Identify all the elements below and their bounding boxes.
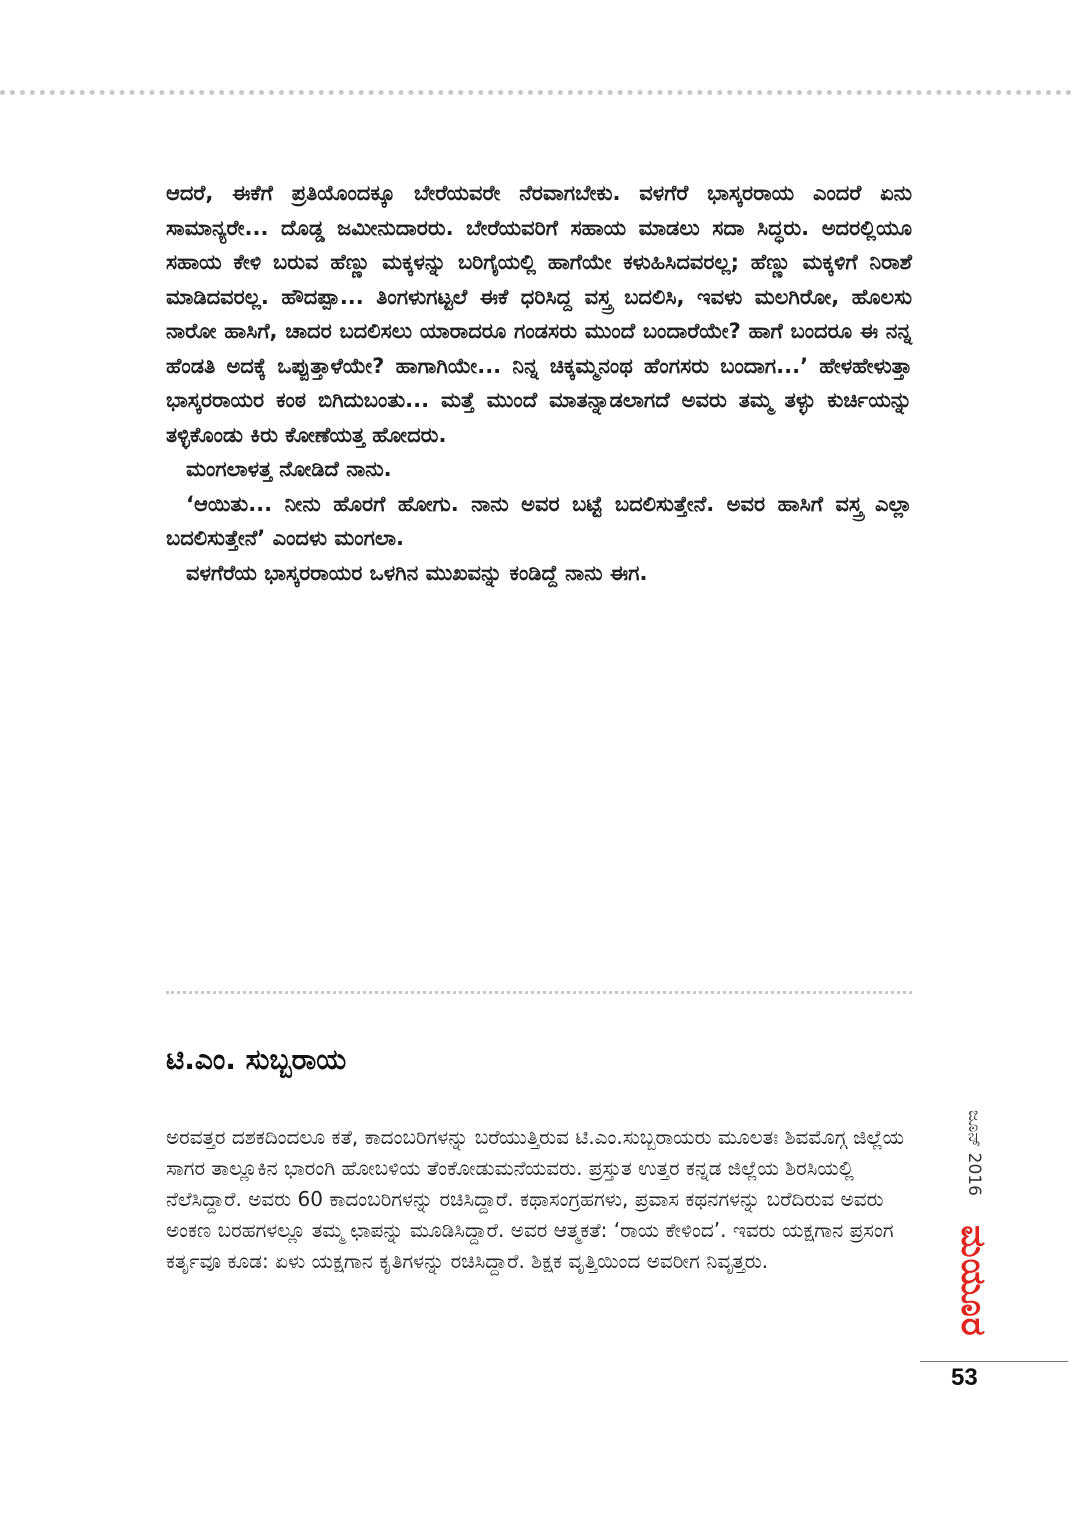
section-dotted-rule [166,991,912,994]
folio-rule [920,1361,1068,1362]
story-paragraph: ಆದರೆ, ಈಕೆಗೆ ಪ್ರತಿಯೊಂದಕ್ಕೂ ಬೇರೆಯವರೇ ನೆರವಾಗಬೇಕು. ವಳಗೆರೆ ಭಾಸ್ಕರರಾಯ ಎಂದರೆ ಏನು ಸಾಮಾನ್ಯರೇ... ದೊಡ್ಡ ಜಮೀನುದಾರರು. ಬೇರೆಯವರಿಗೆ ಸಹಾಯ ಮಾಡಲು ಸದಾ ಸಿದ್ಧರು. ಅದರಲ್ಲಿಯೂ ಸಹಾಯ ಕೇಳಿ ಬರುವ ಹೆಣ್ಣು ಮಕ್ಕಳನ್ನು ಬರಿಗೈಯಲ್ಲಿ ಹಾಗೆಯೇ ಕಳುಹಿಸಿದವರಲ್ಲ; ಹೆಣ್ಣು ಮಕ್ಕಳಿಗೆ ನಿರಾಶೆ ಮಾಡಿದವರಲ್ಲ. ಹೌದಪ್ಪಾ... ತಿಂಗಳುಗಟ್ಟಲೆ ಈಕೆ ಧರಿಸಿದ್ದ ವಸ್ತ್ರ ಬದಲಿಸಿ, ಇವಳು ಮಲಗಿರೋ, ಹೊಲಸು ನಾರೋ ಹಾಸಿಗೆ, ಚಾದರ ಬದಲಿಸಲು ಯಾರಾದರೂ ಗಂಡಸರು ಮುಂದೆ ಬಂದಾರೆಯೇ? ಹಾಗೆ ಬಂದರೂ ಈ ನನ್ನ ಹೆಂಡತಿ ಅದಕ್ಕೆ ಒಪ್ಪುತ್ತಾಳೆಯೇ? ಹಾಗಾಗಿಯೇ... ನಿನ್ನ ಚಿಕ್ಕಮ್ಮನಂಥ ಹೆಂಗಸರು ಬಂದಾಗ...’ ಹೇಳಹೇಳುತ್ತಾ ಭಾಸ್ಕರರಾಯರ ಕಂಠ ಬಿಗಿದುಬಂತು... ಮತ್ತೆ ಮುಂದೆ ಮಾತನ್ನಾಡಲಾಗದೆ ಅವರು ತಮ್ಮ ತಳ್ಳು ಕುರ್ಚಿಯನ್ನು ತಳ್ಳಿಕೊಂಡು ಕಿರು ಕೋಣೆಯತ್ತ ಹೋದರು. [166,181,912,447]
story-paragraph: ವಳಗೆರೆಯ ಭಾಸ್ಕರರಾಯರ ಒಳಗಿನ ಮುಖವನ್ನು ಕಂಡಿದ್ದೆ ನಾನು ಈಗ. [186,560,648,585]
author-bio: ಅರವತ್ತರ ದಶಕದಿಂದಲೂ ಕತೆ, ಕಾದಂಬರಿಗಳನ್ನು ಬರೆಯುತ್ತಿರುವ ಟಿ.ಎಂ.ಸುಬ್ಬರಾಯರು ಮೂಲತಃ ಶಿವಮೊಗ್ಗ ಜಿಲ್ಲೆಯ ಸಾಗರ ತಾಲ್ಲೂಕಿನ ಭಾರಂಗಿ ಹೋಬಳಿಯ ತೆಂಕೋಡುಮನೆಯವರು. ಪ್ರಸ್ತುತ ಉತ್ತರ ಕನ್ನಡ ಜಿಲ್ಲೆಯ ಶಿರಸಿಯಲ್ಲಿ ನೆಲೆಸಿದ್ದಾರೆ. ಅವರು 60 ಕಾದಂಬರಿಗಳನ್ನು ರಚಿಸಿದ್ದಾರೆ. ಕಥಾಸಂಗ್ರಹಗಳು, ಪ್ರವಾಸ ಕಥನಗಳನ್ನು ಬರೆದಿರುವ ಅವರು ಅಂಕಣ ಬರಹಗಳಲ್ಲೂ ತಮ್ಮ ಛಾಪನ್ನು ಮೂಡಿಸಿದ್ದಾರೆ. ಅವರ ಆತ್ಮಕತೆ: ‘ರಾಯ ಕೇಳಿಂದ’. ಇವರು ಯಕ್ಷಗಾನ ಪ್ರಸಂಗ ಕರ್ತೃವೂ ಕೂಡ: ಏಳು ಯಕ್ಷಗಾನ ಕೃತಿಗಳನ್ನು ರಚಿಸಿದ್ದಾರೆ. ಶಿಕ್ಷಕ ವೃತ್ತಿಯಿಂದ ಅವರೀಗ ನಿವೃತ್ತರು. [166,1125,905,1273]
magazine-logo-text: ಮಯೂರ [953,1225,993,1337]
page-number: 53 [951,1364,978,1391]
issue-date [960,1098,988,1208]
top-dotted-rule [0,90,1072,95]
magazine-logo [950,1222,996,1340]
author-name: ಟಿ.ಎಂ. ಸುಬ್ಬರಾಯ [166,1043,347,1076]
story-text [166,176,912,590]
story-paragraph: ಮಂಗಲಾಳತ್ತ ನೋಡಿದೆ ನಾನು. [186,457,392,481]
issue-date-text: ಜೂನ್ 2016 [964,1110,984,1196]
story-paragraph: ‘ಆಯಿತು... ನೀನು ಹೊರಗೆ ಹೋಗು. ನಾನು ಅವರ ಬಟ್ಟೆ ಬದಲಿಸುತ್ತೇನೆ. ಅವರ ಹಾಸಿಗೆ ವಸ್ತ್ರ ಎಲ್ಲಾ ಬದಲಿಸುತ್ತೇನೆ’ ಎಂದಳು ಮಂಗಲಾ. [166,491,912,550]
